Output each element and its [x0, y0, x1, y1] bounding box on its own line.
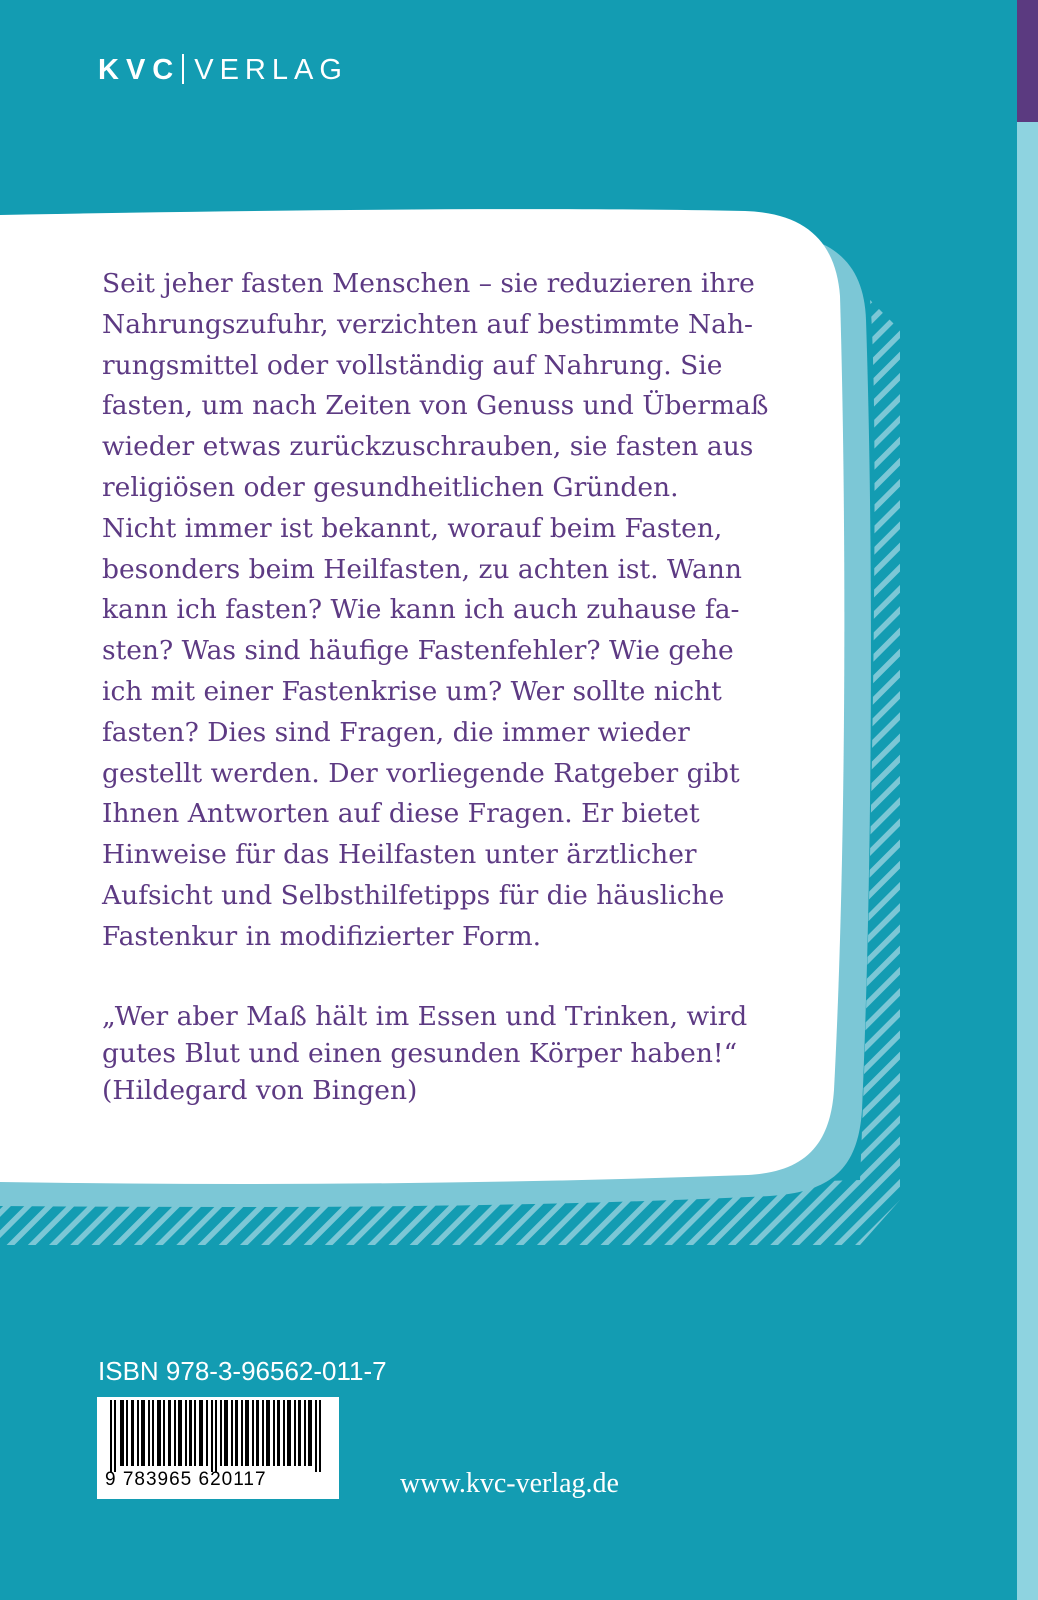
blurb-line: Nahrungszufuhr, verzichten auf bestimmte Nah- — [102, 308, 753, 340]
spine-accent-light — [1017, 122, 1038, 1600]
barcode — [97, 1397, 339, 1499]
blurb-line: Nicht immer ist bekannt, worauf beim Fasten, — [102, 512, 723, 544]
isbn-number: ISBN 978-3-96562-011-7 — [98, 1356, 387, 1386]
blurb-line: ich mit einer Fastenkrise um? Wer sollte nicht — [102, 675, 722, 707]
quote-line-2: gutes Blut und einen gesunden Körper haben!“ — [102, 1038, 738, 1069]
logo-verlag: VERLAG — [194, 54, 348, 86]
publisher-logo — [98, 52, 348, 88]
blurb-line: religiösen oder gesundheitlichen Gründen. — [102, 471, 679, 503]
publisher-website[interactable]: www.kvc-verlag.de — [400, 1468, 619, 1499]
blurb-line: Hinweise für das Heilfasten unter ärztlicher — [102, 839, 697, 871]
spine-accent-purple — [1017, 0, 1038, 122]
blurb-line: wieder etwas zurückzuschrauben, sie fasten aus — [102, 431, 754, 463]
blurb-line: Seit jeher fasten Menschen – sie reduzieren ihre — [102, 268, 755, 299]
book-description — [102, 264, 782, 958]
quote-line-1: „Wer aber Maß hält im Essen und Trinken, wird — [102, 1001, 748, 1032]
blurb-line: rungsmittel oder vollständig auf Nahrung. Sie — [102, 349, 723, 381]
blurb-line: sten? Was sind häufige Fastenfehler? Wie gehe — [102, 635, 734, 667]
barcode-digits: 9 783965 620117 — [105, 1469, 267, 1490]
blurb-line: Aufsicht und Selbsthilfetipps für die häusliche — [102, 879, 725, 911]
logo-kvc: KVC — [98, 54, 181, 86]
quote-block — [102, 998, 782, 1109]
blurb-line: Ihnen Antworten auf diese Fragen. Er bietet — [102, 798, 700, 830]
blurb-line: gestellt werden. Der vorliegende Ratgeber gibt — [102, 757, 740, 789]
blurb-line: kann ich fasten? Wie kann ich auch zuhause fa- — [102, 594, 740, 626]
logo-divider — [182, 54, 184, 84]
blurb-line: Fastenkur in modifizierter Form. — [102, 920, 542, 952]
quote-author: (Hildegard von Bingen) — [102, 1075, 418, 1106]
blurb-line: besonders beim Heilfasten, zu achten ist. Wann — [102, 553, 742, 585]
blurb-line: fasten, um nach Zeiten von Genuss und Übermaß — [102, 390, 769, 422]
blurb-line: fasten? Dies sind Fragen, die immer wieder — [102, 716, 690, 748]
